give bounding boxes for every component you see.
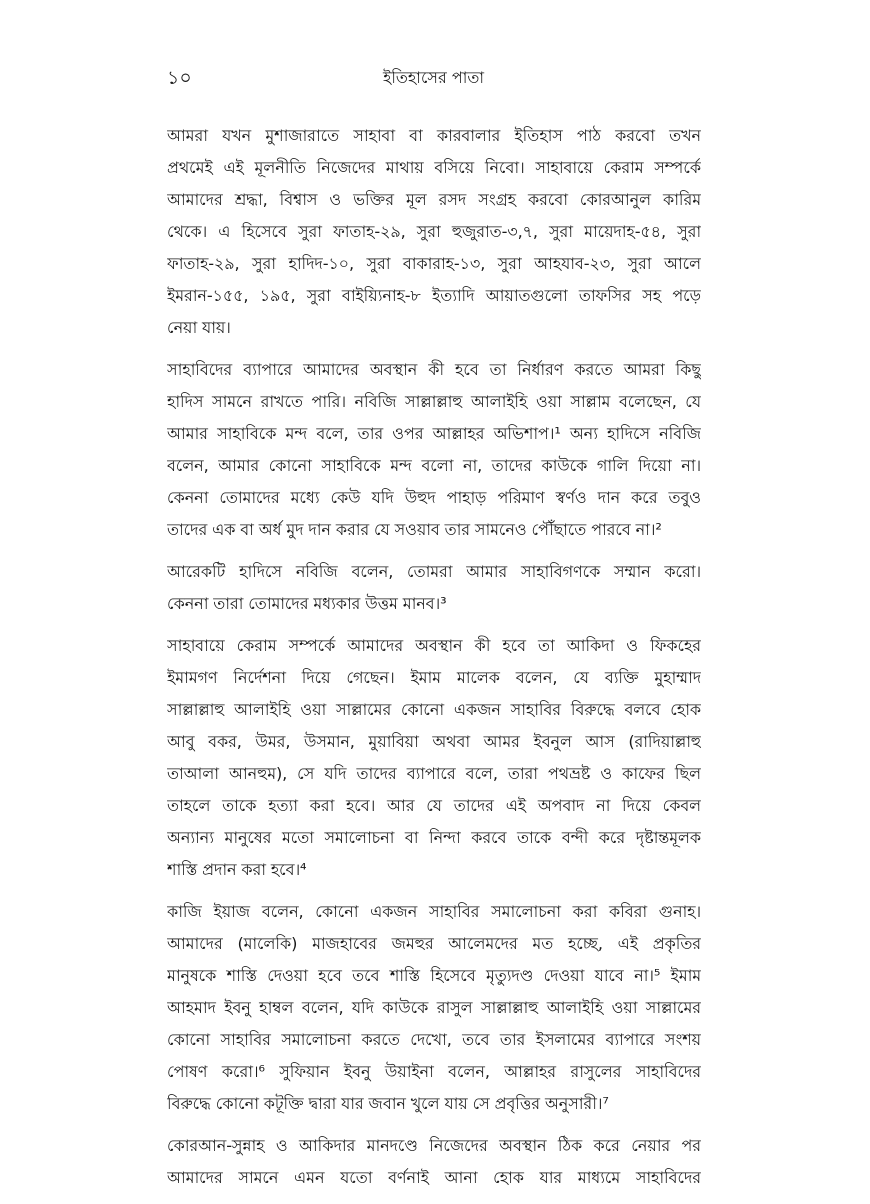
text-line: বলেন, আমার কোনো সাহাবিকে মন্দ বলো না, তাদের কাউকে গালি দিয়ো না। <box>167 456 701 475</box>
text-line: তাহলে তাকে হত্যা করা হবে। আর যে তাদের এই অপবাদ না দিয়ে কেবল <box>167 796 701 815</box>
text-line: থেকে। এ হিসেবে সুরা ফাতাহ-২৯, সুরা হুজুরাত-৩,৭, সুরা মায়েদাহ-৫৪, সুরা <box>167 222 701 241</box>
text-line: মানুষকে শাস্তি দেওয়া হবে তবে শাস্তি হিসেবে মৃত্যুদণ্ড দেওয়া যাবে না।⁵ ইমাম <box>167 966 701 985</box>
text-line: কেননা তারা তোমাদের মধ্যকার উত্তম মানব।³ <box>167 594 447 613</box>
text-line: কাজি ইয়াজ বলেন, কোনো একজন সাহাবির সমালোচনা করা কবিরা গুনাহ। <box>167 902 701 921</box>
text-line: কেননা তোমাদের মধ্যে কেউ যদি উহুদ পাহাড় পরিমাণ স্বর্ণও দান করে তবুও <box>167 488 701 507</box>
page-header <box>167 64 700 92</box>
text-line: আহমাদ ইবনু হাম্বল বলেন, যদি কাউকে রাসুল সাল্লাল্লাহু আলাইহি ওয়া সাল্লামের <box>167 998 701 1017</box>
text-line: আমাদের শ্রদ্ধা, বিশ্বাস ও ভক্তির মূল রসদ সংগ্রহ করবো কোরআনুল কারিম <box>167 190 701 209</box>
text-line: আরেকটি হাদিসে নবিজি বলেন, তোমরা আমার সাহাবিগণকে সম্মান করো। <box>167 562 701 581</box>
running-title: ইতিহাসের পাতা <box>383 68 484 87</box>
text-line: সাল্লাল্লাহু আলাইহি ওয়া সাল্লামের কোনো একজন সাহাবির বিরুদ্ধে বলবে হোক <box>167 700 701 719</box>
text-line: আমাদের (মালেকি) মাজহাবের জমহুর আলেমদের মত হচ্ছে, এই প্রকৃতির <box>167 934 701 953</box>
text-line: আমরা যখন মুশাজারাতে সাহাবা বা কারবালার ইতিহাস পাঠ করবো তখন <box>167 126 701 145</box>
text-line: আমাদের সামনে এমন যতো বর্ণনাই আনা হোক যার মাধ্যমে সাহাবিদের <box>167 1168 701 1187</box>
body-text <box>167 120 701 1204</box>
text-line: পোষণ করো।⁶ সুফিয়ান ইবনু উয়াইনা বলেন, আল্লাহর রাসুলের সাহাবিদের <box>167 1062 701 1081</box>
paragraph-hadith-companions <box>167 354 701 546</box>
text-line: নেয়া যায়। <box>167 318 231 337</box>
text-line: বিরুদ্ধে কোনো কটূক্তি দ্বারা যার জবান খুলে যায় সে প্রবৃত্তির অনুসারী।⁷ <box>167 1094 609 1113</box>
page-number: ১০ <box>167 67 192 89</box>
text-line: কোরআন-সুন্নাহ ও আকিদার মানদণ্ডে নিজেদের অবস্থান ঠিক করে নেয়ার পর <box>167 1136 701 1155</box>
text-line: প্রথমেই এই মূলনীতি নিজেদের মাথায় বসিয়ে নিবো। সাহাবায়ে কেরাম সম্পর্কে <box>167 158 701 177</box>
text-line: হাদিস সামনে রাখতে পারি। নবিজি সাল্লাল্লাহু আলাইহি ওয়া সাল্লাম বলেছেন, যে <box>167 392 701 411</box>
text-line: সাহাবায়ে কেরাম সম্পর্কে আমাদের অবস্থান কী হবে তা আকিদা ও ফিকহের <box>167 636 701 655</box>
paragraph-imams-guidance <box>167 630 701 886</box>
text-line: কোনো সাহাবির সমালোচনা করতে দেখো, তবে তার ইসলামের ব্যাপারে সংশয় <box>167 1030 701 1049</box>
text-line: আবু বকর, উমর, উসমান, মুয়াবিয়া অথবা আমর ইবনুল আস (রাদিয়াল্লাহু <box>167 732 701 751</box>
text-line: ইমরান-১৫৫, ১৯৫, সুরা বাইয়্যিনাহ-৮ ইত্যাদি আয়াতগুলো তাফসির সহ পড়ে <box>167 286 701 305</box>
text-line: শাস্তি প্রদান করা হবে।⁴ <box>167 860 307 879</box>
text-line: তাদের এক বা অর্ধ মুদ দান করার যে সওয়াব তার সামনেও পৌঁছাতে পারবে না।² <box>167 520 662 539</box>
text-line: আমার সাহাবিকে মন্দ বলে, তার ওপর আল্লাহর অভিশাপ।¹ অন্য হাদিসে নবিজি <box>167 424 701 443</box>
text-line: সাহাবিদের ব্যাপারে আমাদের অবস্থান কী হবে তা নির্ধারণ করতে আমরা কিছু <box>167 360 701 379</box>
text-line: ফাতাহ-২৯, সুরা হাদিদ-১০, সুরা বাকারাহ-১৩, সুরা আহযাব-২৩, সুরা আলে <box>167 254 701 273</box>
paragraph-quran-sunnah-standard <box>167 1130 701 1194</box>
text-line: অন্যান্য মানুষের মতো সমালোচনা বা নিন্দা করবে তাকে বন্দী করে দৃষ্টান্তমূলক <box>167 828 701 847</box>
text-line: তাআলা আনহুম), সে যদি তাদের ব্যাপারে বলে, তারা পথভ্রষ্ট ও কাফের ছিল <box>167 764 701 783</box>
paragraph-another-hadith <box>167 556 701 620</box>
text-line: ইমামগণ নির্দেশনা দিয়ে গেছেন। ইমাম মালেক বলেন, যে ব্যক্তি মুহাম্মাদ <box>167 668 701 687</box>
paragraph-qazi-iyaz <box>167 896 701 1120</box>
paragraph-quran-references <box>167 120 701 344</box>
